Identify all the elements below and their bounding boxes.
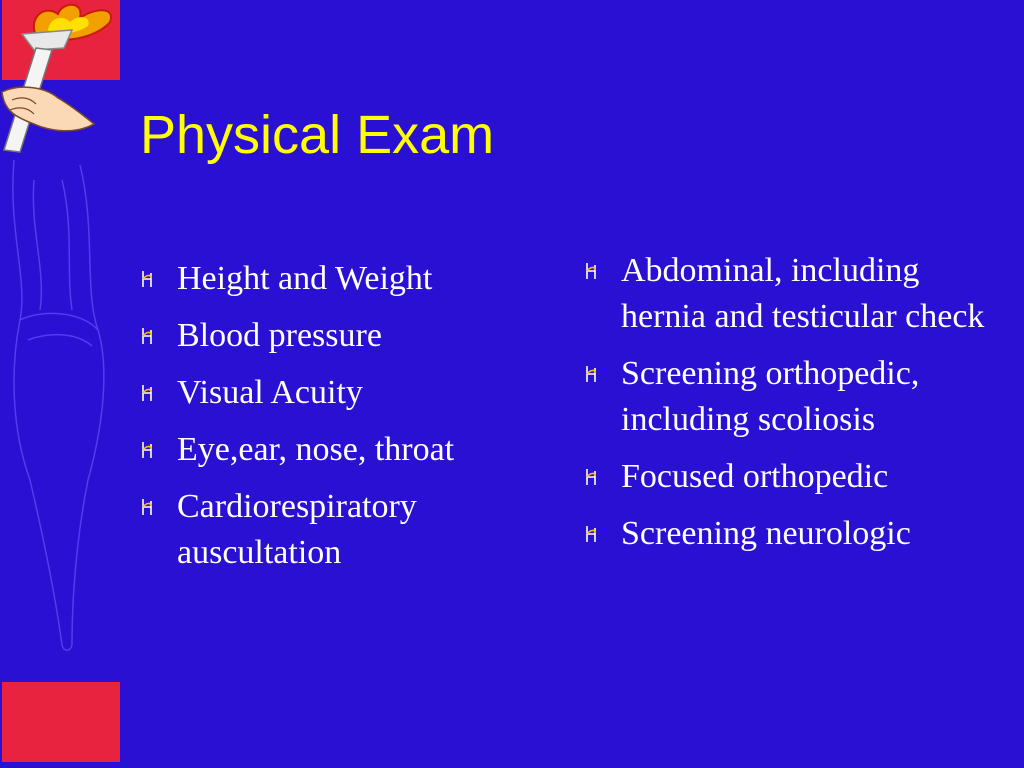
list-item: [140, 370, 520, 416]
h-bullet-icon: [140, 497, 154, 517]
list-item: [140, 313, 520, 359]
red-corner-block-bottom: [2, 682, 120, 762]
list-item: [584, 454, 1004, 500]
list-item-label: Focused orthopedic: [621, 458, 889, 495]
list-item-label: Cardiorespiratory auscultation: [177, 488, 417, 571]
list-item-label: Height and Weight: [177, 260, 433, 297]
h-bullet-icon: [584, 261, 598, 281]
h-bullet-icon: [140, 440, 154, 460]
h-bullet-icon: [140, 269, 154, 289]
list-item-label: Screening orthopedic, including scoliosis: [621, 355, 920, 438]
slide-title: Physical Exam: [140, 105, 495, 165]
list-item-label: Visual Acuity: [177, 374, 363, 411]
left-bullet-list: [140, 256, 520, 587]
h-bullet-icon: [140, 383, 154, 403]
list-item: [584, 248, 1004, 340]
list-item-label: Blood pressure: [177, 317, 382, 354]
h-bullet-icon: [584, 524, 598, 544]
list-item: [140, 427, 520, 473]
list-item: [584, 351, 1004, 443]
list-item-label: Eye,ear, nose, throat: [177, 431, 455, 468]
list-item-label: Screening neurologic: [621, 515, 911, 552]
h-bullet-icon: [584, 467, 598, 487]
h-bullet-icon: [584, 364, 598, 384]
torch-icon: [0, 0, 140, 660]
list-item: [140, 256, 520, 302]
h-bullet-icon: [140, 326, 154, 346]
list-item: [140, 484, 520, 576]
list-item: [584, 511, 1004, 557]
right-bullet-list: [584, 248, 1004, 568]
list-item-label: Abdominal, including hernia and testicular check: [621, 252, 985, 335]
